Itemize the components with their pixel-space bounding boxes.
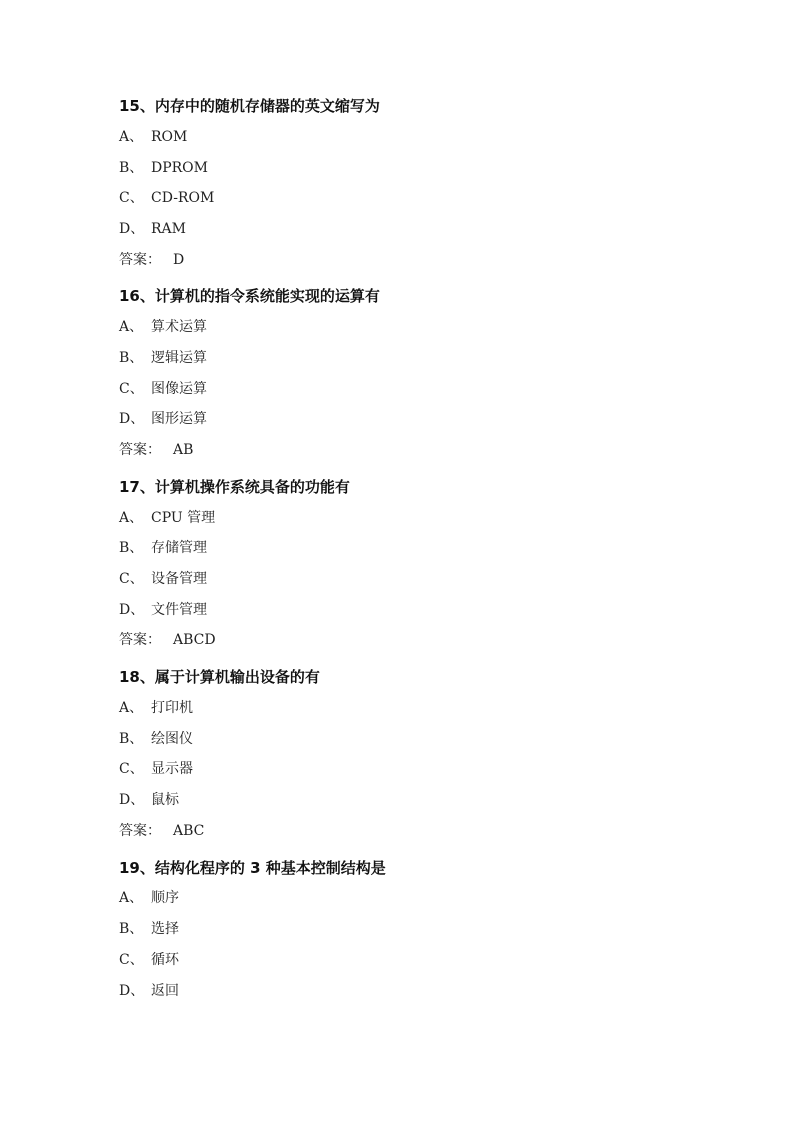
option-b bbox=[119, 920, 179, 938]
option-text: 选择 bbox=[151, 921, 179, 937]
option-text: 存储管理 bbox=[151, 540, 207, 556]
option-letter: B、 bbox=[119, 921, 144, 937]
option-letter: B、 bbox=[119, 350, 144, 366]
option-c bbox=[119, 380, 207, 398]
option-text: 返回 bbox=[151, 983, 179, 999]
option-text: 循环 bbox=[151, 952, 179, 968]
option-a bbox=[119, 699, 193, 717]
option-c bbox=[119, 951, 179, 969]
answer-label: 答案： bbox=[119, 252, 161, 268]
option-text: 顺序 bbox=[151, 890, 179, 906]
option-d bbox=[119, 410, 207, 428]
answer-value: AB bbox=[173, 442, 194, 458]
answer-value: ABCD bbox=[173, 632, 216, 648]
option-letter: A、 bbox=[119, 700, 144, 716]
question-title: 19、结构化程序的 3 种基本控制结构是 bbox=[119, 859, 386, 877]
option-text: DPROM bbox=[151, 160, 208, 176]
answer-label: 答案： bbox=[119, 632, 161, 648]
answer-line bbox=[119, 251, 184, 269]
option-text: 打印机 bbox=[151, 700, 193, 716]
option-text: 逻辑运算 bbox=[151, 350, 207, 366]
option-a bbox=[119, 889, 179, 907]
option-letter: A、 bbox=[119, 510, 144, 526]
option-text: ROM bbox=[151, 129, 188, 145]
option-letter: D、 bbox=[119, 221, 145, 237]
option-b bbox=[119, 349, 207, 367]
option-text: 设备管理 bbox=[151, 571, 207, 587]
option-c bbox=[119, 570, 207, 588]
option-letter: C、 bbox=[119, 381, 144, 397]
option-c bbox=[119, 189, 214, 207]
option-letter: B、 bbox=[119, 540, 144, 556]
option-text: 图像运算 bbox=[151, 381, 207, 397]
option-letter: A、 bbox=[119, 129, 144, 145]
option-text: 算术运算 bbox=[151, 319, 207, 335]
option-letter: A、 bbox=[119, 890, 144, 906]
answer-label: 答案： bbox=[119, 442, 161, 458]
option-letter: B、 bbox=[119, 731, 144, 747]
option-c bbox=[119, 760, 193, 778]
option-text: CPU 管理 bbox=[151, 510, 216, 526]
option-b bbox=[119, 539, 207, 557]
option-letter: C、 bbox=[119, 952, 144, 968]
option-letter: D、 bbox=[119, 411, 145, 427]
question-title: 15、内存中的随机存储器的英文缩写为 bbox=[119, 97, 380, 115]
question-title: 18、属于计算机输出设备的有 bbox=[119, 668, 320, 686]
option-letter: C、 bbox=[119, 571, 144, 587]
option-a bbox=[119, 509, 215, 527]
option-letter: D、 bbox=[119, 602, 145, 618]
option-text: RAM bbox=[151, 221, 186, 237]
option-letter: C、 bbox=[119, 190, 144, 206]
answer-value: ABC bbox=[173, 823, 205, 839]
option-text: 图形运算 bbox=[151, 411, 207, 427]
option-text: CD-ROM bbox=[151, 190, 215, 206]
answer-line bbox=[119, 631, 216, 649]
answer-value: D bbox=[173, 252, 185, 268]
option-a bbox=[119, 318, 207, 336]
option-a bbox=[119, 128, 187, 146]
option-text: 显示器 bbox=[151, 761, 193, 777]
option-d bbox=[119, 220, 186, 238]
question-title: 17、计算机操作系统具备的功能有 bbox=[119, 478, 350, 496]
option-text: 绘图仪 bbox=[151, 731, 193, 747]
option-b bbox=[119, 159, 208, 177]
option-text: 文件管理 bbox=[151, 602, 207, 618]
option-b bbox=[119, 730, 193, 748]
answer-line bbox=[119, 822, 204, 840]
option-letter: D、 bbox=[119, 983, 145, 999]
answer-label: 答案： bbox=[119, 823, 161, 839]
option-letter: A、 bbox=[119, 319, 144, 335]
option-d bbox=[119, 791, 179, 809]
answer-line bbox=[119, 441, 193, 459]
option-letter: B、 bbox=[119, 160, 144, 176]
option-letter: D、 bbox=[119, 792, 145, 808]
question-title: 16、计算机的指令系统能实现的运算有 bbox=[119, 287, 380, 305]
option-letter: C、 bbox=[119, 761, 144, 777]
option-d bbox=[119, 601, 207, 619]
option-d bbox=[119, 982, 179, 1000]
option-text: 鼠标 bbox=[151, 792, 179, 808]
